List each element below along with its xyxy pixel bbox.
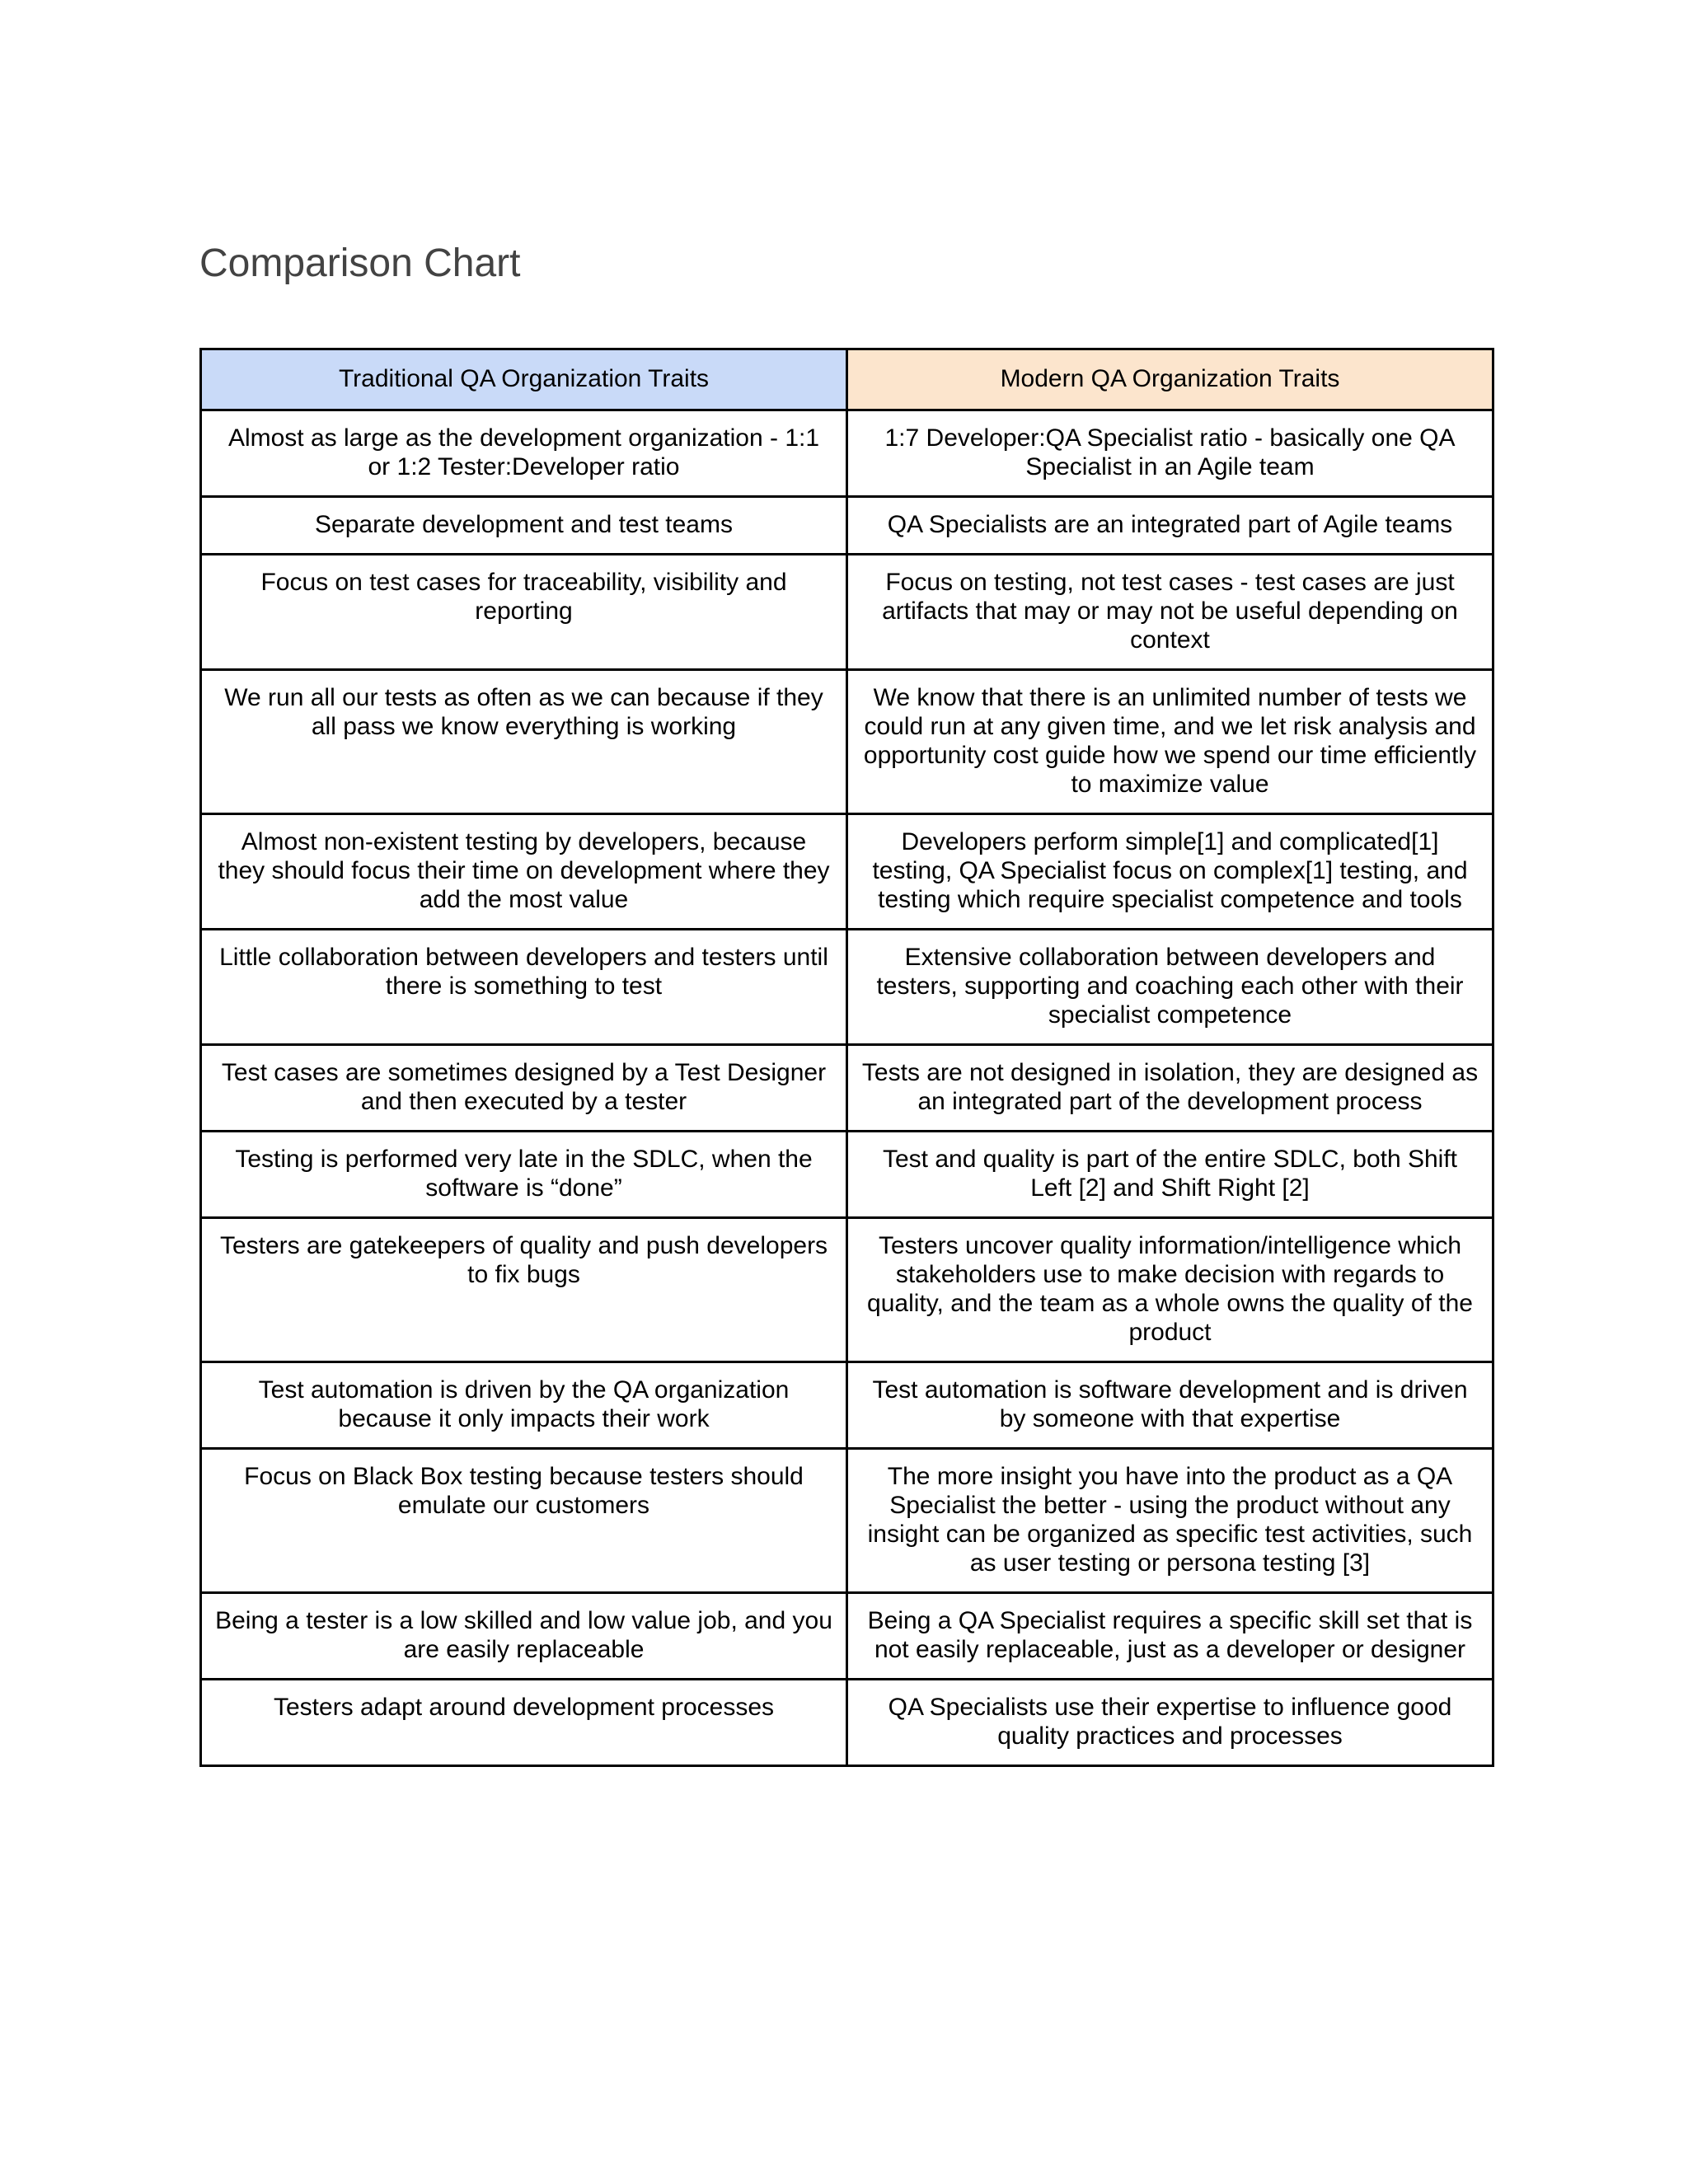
table-row (201, 930, 1493, 1045)
cell-traditional: We run all our tests as often as we can because if they all pass we know everything is working (201, 670, 847, 814)
cell-traditional: Test automation is driven by the QA organization because it only impacts their work (201, 1362, 847, 1449)
cell-modern: QA Specialists are an integrated part of Agile teams (847, 497, 1493, 555)
page-title: Comparison Chart (199, 241, 521, 285)
table-row (201, 1680, 1493, 1766)
table-header (201, 349, 1493, 410)
table-row (201, 814, 1493, 930)
cell-modern: Test automation is software development and is driven by someone with that expertise (847, 1362, 1493, 1449)
cell-traditional: Testing is performed very late in the SDLC, when the software is “done” (201, 1132, 847, 1218)
cell-modern: 1:7 Developer:QA Specialist ratio - basically one QA Specialist in an Agile team (847, 410, 1493, 497)
table-row (201, 1449, 1493, 1593)
header-traditional: Traditional QA Organization Traits (201, 349, 847, 410)
table-row (201, 410, 1493, 497)
table-row (201, 1593, 1493, 1680)
cell-traditional: Test cases are sometimes designed by a Test Designer and then executed by a tester (201, 1045, 847, 1132)
cell-modern: Extensive collaboration between developers and testers, supporting and coaching each other with their specialist competence (847, 930, 1493, 1045)
cell-traditional: Being a tester is a low skilled and low value job, and you are easily replaceable (201, 1593, 847, 1680)
cell-traditional: Separate development and test teams (201, 497, 847, 555)
cell-modern: QA Specialists use their expertise to influence good quality practices and processes (847, 1680, 1493, 1766)
table-row (201, 1045, 1493, 1132)
comparison-table (199, 348, 1494, 1767)
cell-modern: Focus on testing, not test cases - test cases are just artifacts that may or may not be useful depending on context (847, 555, 1493, 670)
table-row (201, 670, 1493, 814)
cell-modern: Testers uncover quality information/intelligence which stakeholders use to make decision with regards to quality, and the team as a whole owns the quality of the product (847, 1218, 1493, 1362)
table-row (201, 555, 1493, 670)
header-modern: Modern QA Organization Traits (847, 349, 1493, 410)
cell-traditional: Testers are gatekeepers of quality and push developers to fix bugs (201, 1218, 847, 1362)
cell-traditional: Almost non-existent testing by developers, because they should focus their time on development where they add the most value (201, 814, 847, 930)
cell-traditional: Testers adapt around development processes (201, 1680, 847, 1766)
cell-traditional: Focus on test cases for traceability, visibility and reporting (201, 555, 847, 670)
cell-traditional: Focus on Black Box testing because testers should emulate our customers (201, 1449, 847, 1593)
cell-modern: Developers perform simple[1] and complicated[1] testing, QA Specialist focus on complex[1] testing, and testing which require specialist competence and tools (847, 814, 1493, 930)
cell-traditional: Almost as large as the development organization - 1:1 or 1:2 Tester:Developer ratio (201, 410, 847, 497)
table-row (201, 1218, 1493, 1362)
cell-modern: The more insight you have into the product as a QA Specialist the better - using the product without any insight can be organized as specific test activities, such as user testing or persona testing [3] (847, 1449, 1493, 1593)
cell-modern: Being a QA Specialist requires a specific skill set that is not easily replaceable, just as a developer or designer (847, 1593, 1493, 1680)
table-body (201, 410, 1493, 1766)
cell-modern: Tests are not designed in isolation, they are designed as an integrated part of the development process (847, 1045, 1493, 1132)
table-row (201, 1362, 1493, 1449)
cell-modern: We know that there is an unlimited number of tests we could run at any given time, and we let risk analysis and opportunity cost guide how we spend our time efficiently to maximize value (847, 670, 1493, 814)
cell-traditional: Little collaboration between developers and testers until there is something to test (201, 930, 847, 1045)
cell-modern: Test and quality is part of the entire SDLC, both Shift Left [2] and Shift Right [2] (847, 1132, 1493, 1218)
header-row (201, 349, 1493, 410)
table-row (201, 1132, 1493, 1218)
table-row (201, 497, 1493, 555)
